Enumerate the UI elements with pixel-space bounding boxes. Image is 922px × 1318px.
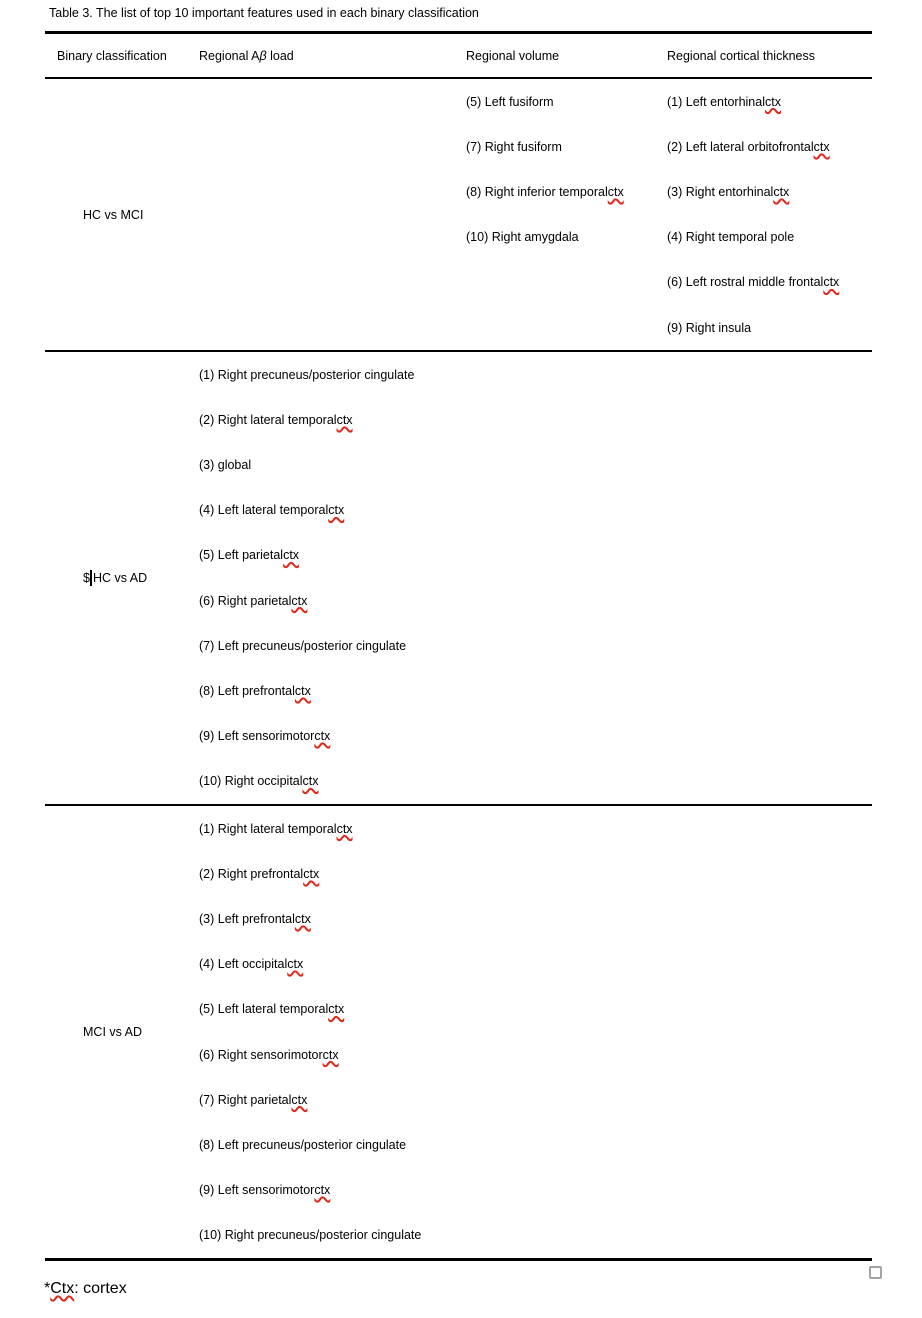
table-row bbox=[45, 79, 872, 352]
feature-item: (6) Right parietal ctx bbox=[199, 593, 308, 608]
misspelled-word: ctx bbox=[328, 1002, 345, 1017]
misspelled-word: ctx bbox=[287, 957, 304, 972]
feature-item: (8) Right inferior temporal ctx bbox=[466, 184, 624, 199]
feature-item: (10) Right precuneus/posterior cingulate bbox=[199, 1228, 422, 1243]
feature-item: (10) Right amygdala bbox=[466, 230, 579, 245]
footnote-term-misspelled: Ctx bbox=[50, 1280, 75, 1297]
footnote-definition: : cortex bbox=[74, 1280, 127, 1297]
table-body bbox=[45, 79, 872, 1258]
misspelled-word: ctx bbox=[813, 139, 830, 154]
feature-item: (5) Left parietal ctx bbox=[199, 548, 300, 563]
feature-item: (2) Left lateral orbitofrontal ctx bbox=[667, 139, 830, 154]
cell-thickness bbox=[655, 352, 872, 804]
misspelled-word: ctx bbox=[302, 774, 319, 789]
feature-item: (6) Left rostral middle frontal ctx bbox=[667, 275, 840, 290]
cell-volume bbox=[454, 352, 655, 804]
column-header-label: Regional volume bbox=[466, 48, 560, 63]
feature-item: (5) Left fusiform bbox=[466, 94, 554, 109]
feature-item: (7) Right fusiform bbox=[466, 139, 562, 154]
feature-item: (1) Right lateral temporal ctx bbox=[199, 821, 353, 836]
misspelled-word: ctx bbox=[322, 1047, 339, 1062]
table-header-row bbox=[45, 34, 872, 79]
misspelled-word: ctx bbox=[336, 821, 353, 836]
feature-item: (6) Right sensorimotor ctx bbox=[199, 1047, 339, 1062]
cell-ab-load bbox=[187, 79, 454, 350]
misspelled-word: ctx bbox=[607, 184, 624, 199]
footnote bbox=[44, 1280, 127, 1298]
misspelled-word: ctx bbox=[314, 729, 331, 744]
feature-item: (1) Right precuneus/posterior cingulate bbox=[199, 367, 415, 382]
feature-item: (7) Right parietal ctx bbox=[199, 1092, 308, 1107]
footnote-marker: * bbox=[44, 1280, 51, 1297]
column-header-label: Regional cortical thickness bbox=[667, 48, 815, 63]
cell-thickness bbox=[655, 79, 872, 350]
row-label: $ HC vs AD bbox=[83, 571, 148, 586]
column-header-regional-cortical-thickness bbox=[655, 49, 872, 63]
features-table bbox=[45, 31, 872, 1261]
feature-item: (7) Left precuneus/posterior cingulate bbox=[199, 638, 407, 653]
feature-item: (9) Left sensorimotor ctx bbox=[199, 729, 331, 744]
misspelled-word: ctx bbox=[283, 548, 300, 563]
feature-item: (4) Left occipital ctx bbox=[199, 957, 304, 972]
column-header-binary-classification bbox=[45, 49, 187, 63]
beta-symbol: β bbox=[259, 48, 267, 63]
column-header-label: Binary classification bbox=[57, 48, 167, 63]
feature-item: (3) Right entorhinal ctx bbox=[667, 184, 790, 199]
feature-item: (8) Left precuneus/posterior cingulate bbox=[199, 1137, 407, 1152]
feature-item: (3) global bbox=[199, 458, 252, 473]
row-label: MCI vs AD bbox=[83, 1024, 143, 1039]
row-label: HC vs MCI bbox=[83, 207, 144, 222]
cell-thickness bbox=[655, 806, 872, 1258]
column-header-regional-ab-load bbox=[187, 49, 454, 63]
misspelled-word: ctx bbox=[303, 866, 320, 881]
feature-item: (10) Right occipital ctx bbox=[199, 774, 319, 789]
table-row bbox=[45, 806, 872, 1258]
column-header-label: Regional Aβ load bbox=[199, 48, 294, 63]
misspelled-word: ctx bbox=[823, 275, 840, 290]
cell-ab-load bbox=[187, 352, 454, 804]
column-header-regional-volume bbox=[454, 49, 655, 63]
feature-item: (2) Right prefrontal ctx bbox=[199, 866, 320, 881]
misspelled-word: ctx bbox=[764, 94, 781, 109]
feature-item: (9) Right insula bbox=[667, 320, 752, 335]
feature-item: (5) Left lateral temporal ctx bbox=[199, 1002, 345, 1017]
feature-item: (4) Right temporal pole bbox=[667, 230, 795, 245]
misspelled-word: ctx bbox=[291, 593, 308, 608]
table-caption: Table 3. The list of top 10 important features used in each binary classification bbox=[49, 6, 479, 20]
cell-volume bbox=[454, 806, 655, 1258]
table-row bbox=[45, 352, 872, 806]
misspelled-word: ctx bbox=[336, 412, 353, 427]
feature-item: (1) Left entorhinal ctx bbox=[667, 94, 781, 109]
misspelled-word: ctx bbox=[773, 184, 790, 199]
misspelled-word: ctx bbox=[328, 503, 345, 518]
feature-item: (8) Left prefrontal ctx bbox=[199, 684, 311, 699]
misspelled-word: ctx bbox=[294, 684, 311, 699]
table-resize-handle-icon[interactable] bbox=[869, 1266, 882, 1279]
misspelled-word: ctx bbox=[294, 911, 311, 926]
cell-volume bbox=[454, 79, 655, 350]
feature-item: (9) Left sensorimotor ctx bbox=[199, 1183, 331, 1198]
cell-ab-load bbox=[187, 806, 454, 1258]
feature-item: (4) Left lateral temporal ctx bbox=[199, 503, 345, 518]
misspelled-word: ctx bbox=[291, 1092, 308, 1107]
text-cursor bbox=[90, 570, 92, 586]
feature-item: (2) Right lateral temporal ctx bbox=[199, 412, 353, 427]
misspelled-word: ctx bbox=[314, 1183, 331, 1198]
feature-item: (3) Left prefrontal ctx bbox=[199, 911, 311, 926]
